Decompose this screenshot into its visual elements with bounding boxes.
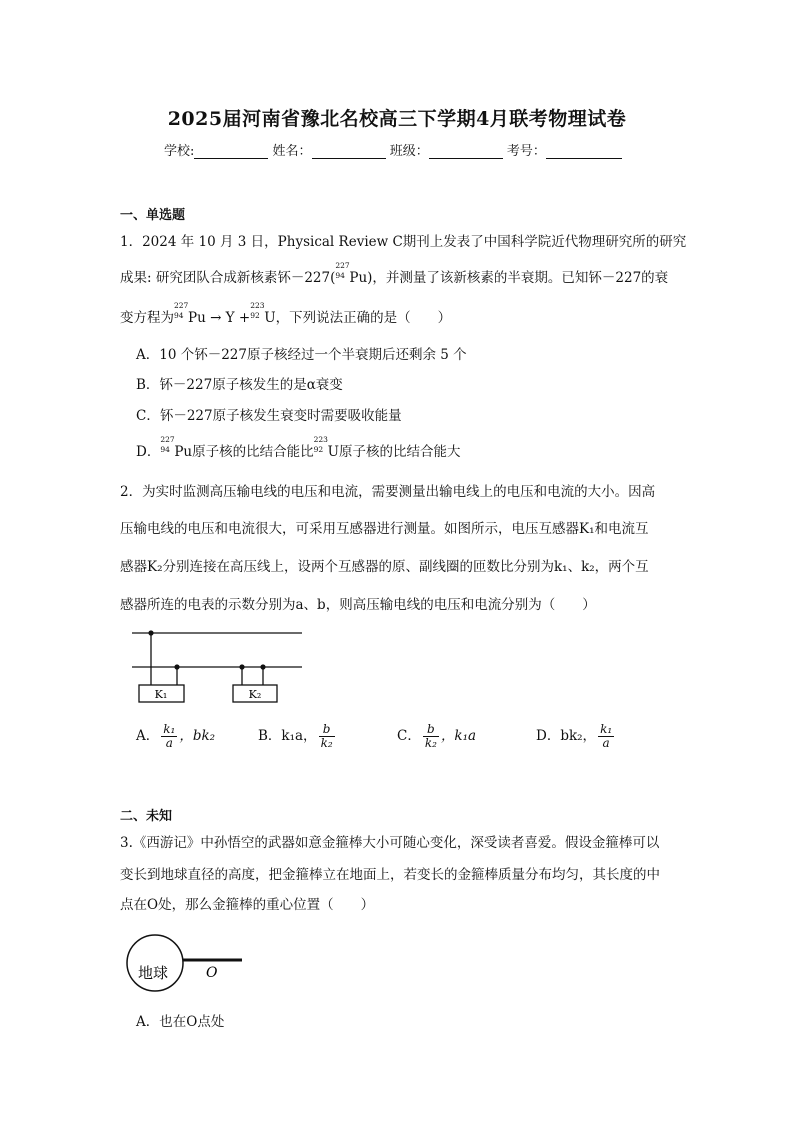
q1-option-a[interactable]: A．10 个钚－227原子核经过一个半衰期后还剩余 5 个 — [136, 347, 467, 363]
section-unknown: 二、未知 — [120, 809, 173, 824]
section-single-choice: 一、单选题 — [120, 208, 186, 223]
q2-option-c[interactable] — [397, 723, 476, 750]
q1-option-d-label: D． — [136, 444, 161, 460]
pu-nuclide-mark: 227 94 — [335, 261, 350, 280]
q2-line-3: 感器K₂分别连接在高压线上，设两个互感器的原、副线圈的匝数比分别为k₁、k₂，两个互 — [120, 559, 649, 575]
q2-option-b-fraction: $\frac{b}{\text{k₂}}$ — [320, 722, 333, 750]
class-label: 班级： — [389, 144, 429, 159]
q3-line-2: 变长到地球直径的高度，把金箍棒立在地面上，若变长的金箍棒质量分布均匀，其长度的中 — [120, 867, 660, 883]
q1-line-1: 1．2024 年 10 月 3 日，Physical Review C期刊上发表了中国科学院近代物理研究所的研究 — [120, 234, 687, 250]
q3-option-a[interactable]: A．也在O点处 — [136, 1014, 225, 1030]
q1-option-d[interactable] — [136, 435, 461, 460]
k1-box-label: K₁ — [154, 688, 168, 701]
u-nuclide-mark-2: 223 92 — [313, 435, 328, 454]
page-title: 2025届河南省豫北名校高三下学期4月联考物理试卷 — [167, 108, 627, 130]
q1-option-c[interactable]: C．钚－227原子核发生衰变时需要吸收能量 — [136, 408, 402, 424]
q2-option-b[interactable] — [258, 723, 337, 750]
q1-option-d-mid: Pu原子核的比结合能比 — [174, 444, 314, 460]
k2-box-label: K₂ — [248, 688, 262, 701]
class-blank[interactable] — [429, 144, 503, 159]
q1-line-3c: U，下列说法正确的是（ ） — [264, 310, 452, 326]
earth-label: 地球 — [138, 964, 169, 982]
q2-option-a-rest: ，bk₂ — [179, 728, 216, 744]
pu-nuclide-mark-2: 227 94 — [174, 301, 189, 320]
q2-line-1: 2．为实时监测高压输电线的电压和电流，需要测量出输电线上的电压和电流的大小。因高 — [120, 484, 656, 500]
pu-nuclide-mark-3: 227 94 — [160, 435, 175, 454]
school-label: 学校: — [164, 144, 195, 159]
q2-option-b-label: B．k₁a， — [258, 728, 317, 744]
number-blank[interactable] — [546, 144, 622, 159]
q1-line-2 — [120, 261, 669, 286]
q3-line-3: 点在O处，那么金箍棒的重心位置（ ） — [120, 897, 375, 913]
q2-option-a-fraction: $\frac{\text{k₁}}{a}$ — [163, 722, 176, 750]
o-point-label: O — [206, 965, 218, 981]
name-blank[interactable] — [312, 144, 386, 159]
q1-line-3 — [120, 301, 452, 326]
q1-line-3b: Pu → Y + — [188, 310, 251, 326]
earth-circle — [127, 935, 183, 991]
q2-option-a-label: A． — [136, 728, 160, 744]
earth-staff-diagram — [120, 925, 250, 995]
q2-option-a[interactable] — [136, 723, 215, 750]
q1-line-2a: 成果: 研究团队合成新核素钚－227( — [120, 270, 336, 286]
q2-option-d-fraction: $\frac{\text{k₁}}{a}$ — [600, 722, 613, 750]
q1-option-d-end: U原子核的比结合能大 — [327, 444, 461, 460]
name-label: 姓名： — [272, 144, 312, 159]
q2-line-2: 压输电线的电压和电流很大，可采用互感器进行测量。如图所示，电压互感器K₁和电流互 — [120, 521, 649, 537]
school-blank[interactable] — [194, 144, 268, 159]
number-label: 考号： — [506, 144, 546, 159]
q1-line-2b: Pu)，并测量了该新核素的半衰期。已知钚－227的衰 — [349, 270, 669, 286]
q1-line-3a: 变方程为 — [120, 310, 174, 326]
student-info-row — [164, 140, 622, 159]
transformer-circuit-diagram — [120, 620, 320, 710]
q2-option-d[interactable] — [536, 723, 616, 750]
q2-option-c-label: C． — [397, 728, 421, 744]
q3-line-1: 3.《西游记》中孙悟空的武器如意金箍棒大小可随心变化，深受读者喜爱。假设金箍棒可以 — [120, 835, 660, 851]
u-nuclide-mark: 223 92 — [250, 301, 265, 320]
q2-option-c-fraction: $\frac{b}{\text{k₂}}$ — [424, 722, 437, 750]
q2-option-c-rest: ，k₁a — [440, 728, 477, 744]
q2-option-d-label: D．bk₂， — [536, 728, 597, 744]
q2-line-4: 感器所连的电表的示数分别为a、b，则高压输电线的电压和电流分别为（ ） — [120, 597, 596, 613]
q1-option-b[interactable]: B．钚－227原子核发生的是α衰变 — [136, 377, 343, 393]
